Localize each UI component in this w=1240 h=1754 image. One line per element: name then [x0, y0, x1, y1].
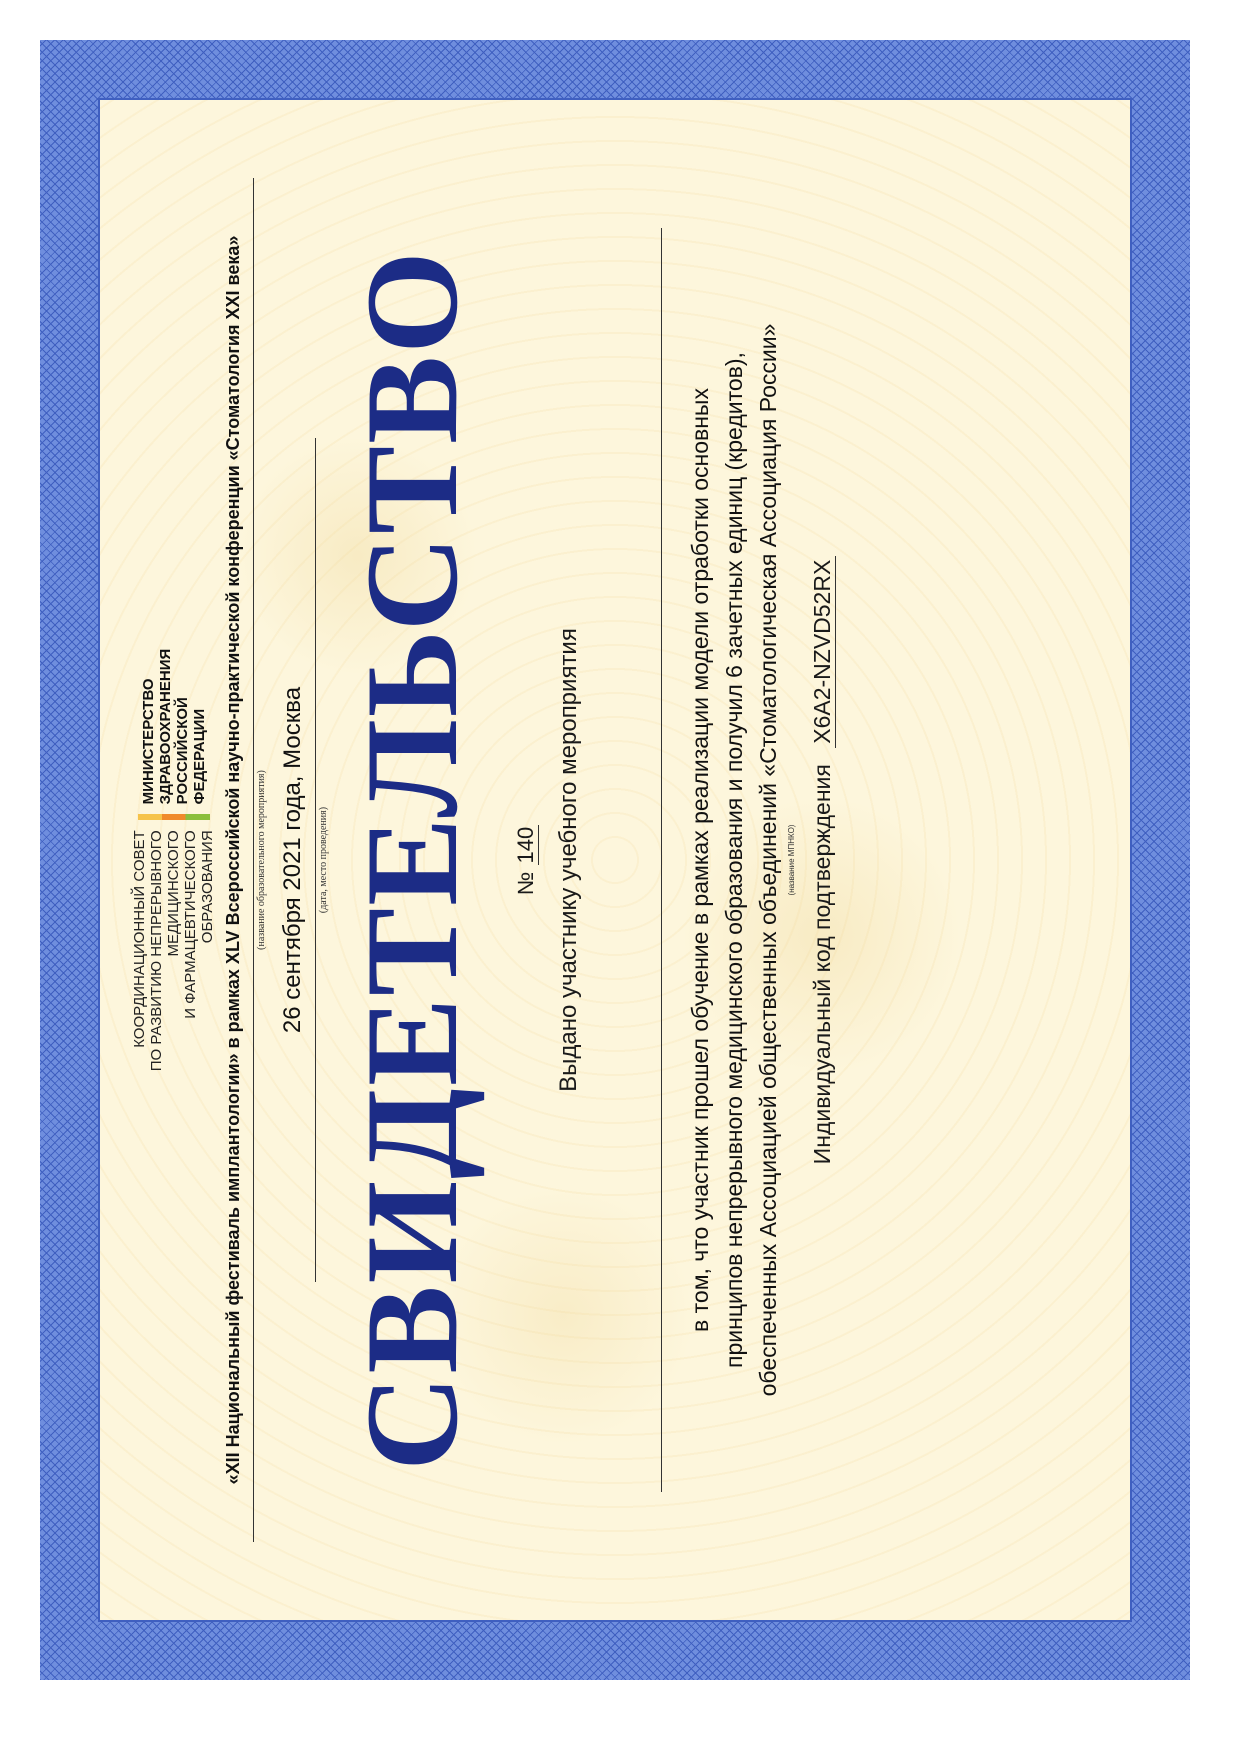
event-date-place: 26 сентября 2021 года, Москва [279, 686, 306, 1034]
number-value: 140 [513, 826, 538, 864]
issued-to-text: Выдано участнику учебного мероприятия [555, 628, 582, 1092]
date-underline [315, 438, 316, 1282]
certificate-number [513, 98, 539, 1622]
event-name: «XII Национальный фестиваль имплантологии» в рамках XLV Всероссийской научно-практической конференции «Стоматология XXI века» [223, 235, 243, 1485]
event-underline [253, 178, 254, 1542]
organization-logo [131, 98, 216, 1622]
certificate-border [40, 40, 1190, 1680]
ministry-line: РОССИЙСКОЙ [173, 697, 191, 805]
ministry-line: ЗДРАВООХРАНЕНИЯ [156, 648, 174, 805]
body-line: в том, что участник прошел обучение в рамках реализации модели отработки основных [687, 388, 713, 1332]
ministry-line: ФЕДЕРАЦИИ [190, 708, 208, 805]
certificate-title: СВИДЕТЕЛЬСТВО [338, 249, 485, 1471]
council-line: МЕДИЦИНСКОГО [165, 830, 182, 957]
council-name [131, 830, 216, 1071]
confirmation-code: X6A2-NZVD52RX [809, 556, 836, 748]
confirmation-code-row [809, 98, 836, 1622]
council-line: КООРДИНАЦИОННЫЙ СОВЕТ [131, 830, 148, 1048]
certificate-body [683, 178, 785, 1542]
council-line: ПО РАЗВИТИЮ НЕПРЕРЫВНОГО [148, 830, 165, 1072]
ministry-line: МИНИСТЕРСТВО [139, 678, 157, 805]
logo-color-bar [138, 814, 210, 820]
council-line: ОБРАЗОВАНИЯ [199, 830, 216, 944]
number-label: № [513, 871, 538, 896]
date-caption: (дата, место проведения) [318, 806, 329, 914]
event-caption: (название образовательного мероприятия) [256, 770, 267, 950]
participant-name-line [661, 228, 662, 1492]
council-line: И ФАРМАЦЕВТИЧЕСКОГО [182, 830, 199, 1019]
ministry-name [140, 649, 208, 805]
body-line: принципов непрерывного медицинского образования и получил 6 зачетных единиц (кредитов), [721, 352, 747, 1368]
body-line: обеспеченных Ассоциацией общественных объединений «Стоматологическая Ассоциация России» [755, 323, 781, 1397]
certificate-content [103, 98, 1137, 1622]
mpnko-caption: (название МПНКО) [787, 824, 796, 896]
confirmation-label: Индивидуальный код подтверждения [809, 764, 835, 1165]
